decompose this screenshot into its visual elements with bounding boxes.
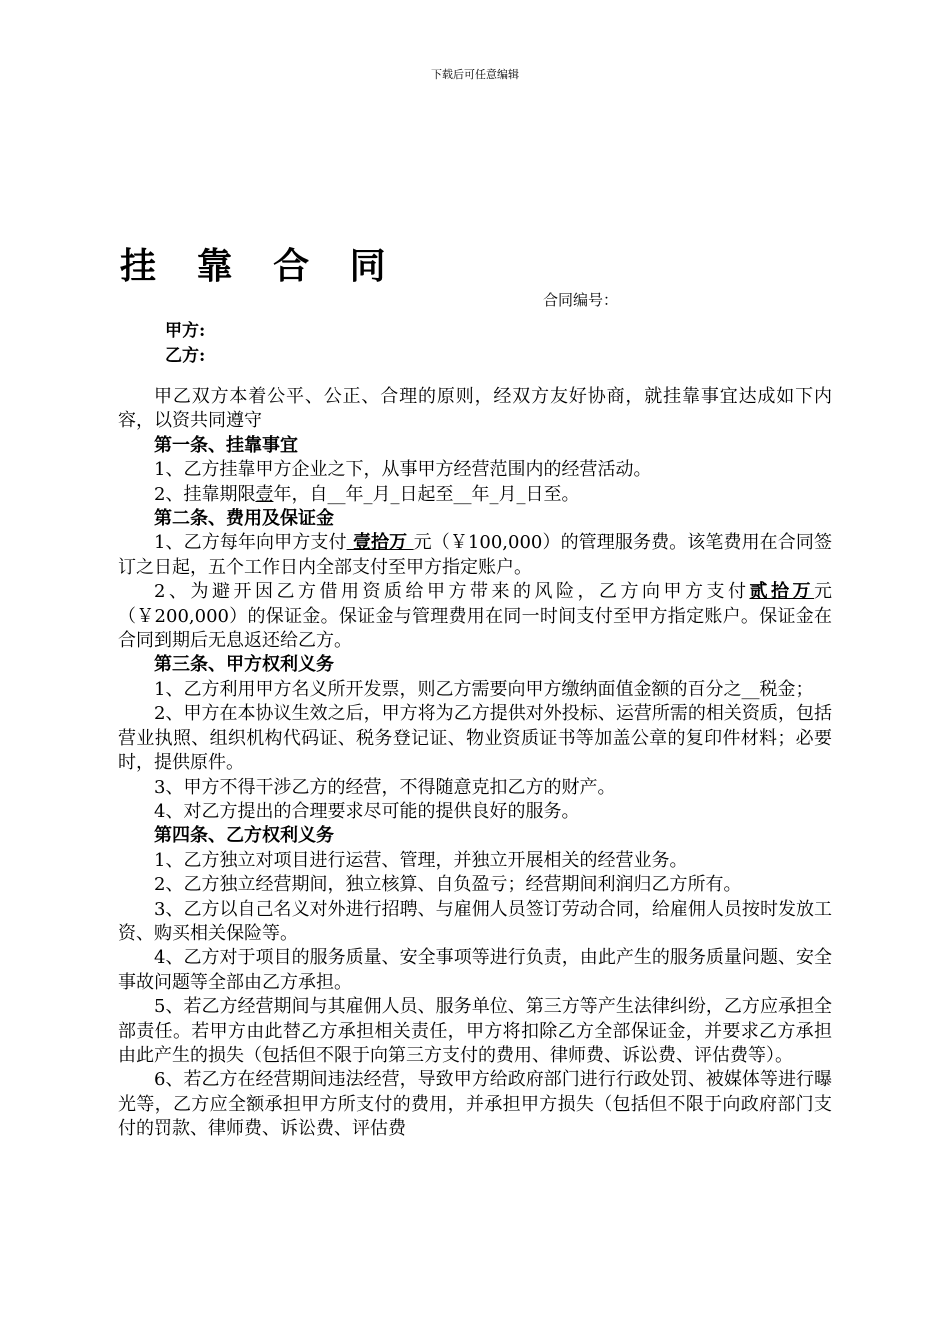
- article-4-clause-4: 4、乙方对于项目的服务质量、安全事项等进行负责，由此产生的服务质量问题、安全事故问题等全部由乙方承担。: [118, 947, 832, 993]
- article-1-clause-2: [118, 483, 832, 507]
- article-1-clause-1: 1、乙方挂靠甲方企业之下，从事甲方经营范围内的经营活动。: [154, 459, 652, 481]
- article-4-clause-6: 6、若乙方在经营期间违法经营，导致甲方给政府部门进行行政处罚、被媒体等进行曝光等，乙方应全额承担甲方所支付的费用，并承担甲方损失（包括但不限于向政府部门支付的罚款、律师费、诉讼费、评估费: [118, 1069, 832, 1140]
- article-1-heading: 第一条、挂靠事宜: [154, 434, 298, 456]
- clause-text: 2、为避开因乙方借用资质给甲方带来的风险，乙方向甲方支付: [154, 581, 750, 603]
- clause-text: 1、乙方每年向甲方支付: [154, 532, 347, 554]
- article-2-clause-2: [118, 580, 832, 653]
- article-4-clause-3: 3、乙方以自己名义对外进行招聘、与雇佣人员签订劳动合同，给雇佣人员按时发放工资、购买相关保险等。: [118, 898, 832, 944]
- article-3-heading: 第三条、甲方权利义务: [154, 654, 334, 676]
- contract-number-label: 合同编号：: [543, 291, 619, 309]
- clause-text: 元（￥100,000）的管理服务费。该笔费用在合同签订之日起，五个工作日内全部支付至甲方指定账户。: [118, 532, 832, 578]
- contract-body: [118, 385, 832, 1142]
- management-fee-amount: 壹拾万: [346, 532, 414, 554]
- article-3-clause-2: 2、甲方在本协议生效之后，甲方将为乙方提供对外投标、运营所需的相关资质，包括营业执照、组织机构代码证、税务登记证、物业资质证书等加盖公章的复印件材料；必要时，提供原件。: [118, 703, 832, 774]
- clause-text: 2、挂靠期限: [154, 483, 256, 505]
- deposit-amount: 贰拾万: [749, 581, 815, 603]
- party-a-label: 甲方:: [165, 321, 206, 341]
- party-b-label: 乙方:: [165, 346, 206, 366]
- article-4-clause-2: 2、乙方独立经营期间，独立核算、自负盈亏；经营期间利润归乙方所有。: [154, 874, 742, 896]
- page-header-note: 下载后可任意编辑: [431, 68, 519, 81]
- article-3-clause-1: 1、乙方利用甲方名义所开发票，则乙方需要向甲方缴纳面值金额的百分之__税金；: [154, 678, 814, 700]
- document-title: 挂 靠 合 同: [120, 245, 400, 287]
- article-3-clause-4: 4、对乙方提出的合理要求尽可能的提供良好的服务。: [154, 800, 580, 822]
- article-3-clause-3: 3、甲方不得干涉乙方的经营，不得随意克扣乙方的财产。: [154, 776, 616, 798]
- clause-text: 年，自__年_月_日起至__年_月_日至。: [273, 483, 580, 505]
- preamble-paragraph: 甲乙双方本着公平、公正、合理的原则，经双方友好协商，就挂靠事宜达成如下内容，以资共同遵守: [118, 386, 832, 432]
- article-4-clause-1: 1、乙方独立对项目进行运营、管理，并独立开展相关的经营业务。: [154, 849, 688, 871]
- article-2-clause-1: [118, 531, 832, 580]
- article-2-heading: 第二条、费用及保证金: [154, 508, 334, 530]
- term-years-value: 壹: [255, 483, 274, 505]
- article-4-clause-5: 5、若乙方经营期间与其雇佣人员、服务单位、第三方等产生法律纠纷，乙方应承担全部责任。若甲方由此替乙方承担相关责任，甲方将扣除乙方全部保证金，并要求乙方承担由此产生的损失（包括但不限于向第三方支付的费用、律师费、诉讼费、评估费等）。: [118, 996, 832, 1066]
- article-4-heading: 第四条、乙方权利义务: [154, 825, 334, 847]
- clause-text: 元（￥200,000）的保证金。保证金与管理费用在同一时间支付至甲方指定账户。保证金在合同到期后无息返还给乙方。: [118, 581, 833, 652]
